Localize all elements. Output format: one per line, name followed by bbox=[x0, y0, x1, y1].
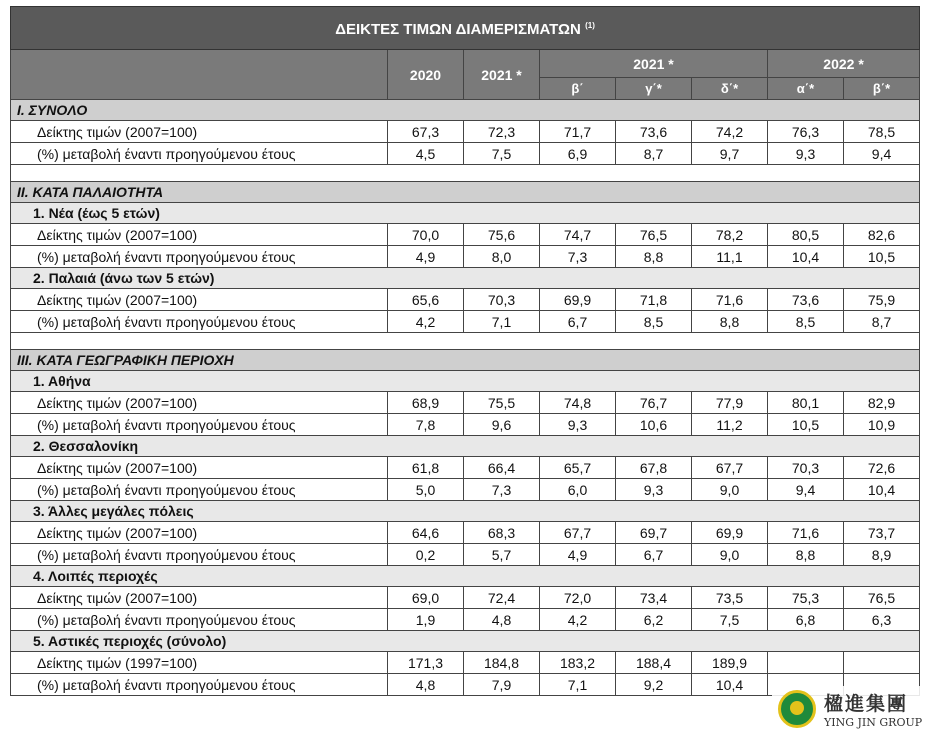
table-row bbox=[11, 143, 920, 165]
value-cell: 76,7 bbox=[616, 392, 692, 414]
value-cell: 11,1 bbox=[692, 246, 768, 268]
subsection-header-row bbox=[11, 371, 920, 392]
value-cell: 61,8 bbox=[388, 457, 464, 479]
value-cell: 6,7 bbox=[540, 311, 616, 333]
value-cell: 69,9 bbox=[540, 289, 616, 311]
row-label: Δείκτης τιμών (2007=100) bbox=[11, 522, 388, 544]
value-cell: 73,4 bbox=[616, 587, 692, 609]
value-cell: 9,0 bbox=[692, 544, 768, 566]
table-row bbox=[11, 609, 920, 631]
table-row bbox=[11, 224, 920, 246]
table-row bbox=[11, 121, 920, 143]
value-cell: 69,9 bbox=[692, 522, 768, 544]
value-cell: 76,3 bbox=[768, 121, 844, 143]
row-label: Δείκτης τιμών (1997=100) bbox=[11, 652, 388, 674]
value-cell: 69,7 bbox=[616, 522, 692, 544]
value-cell: 78,5 bbox=[844, 121, 920, 143]
subsection-header-row bbox=[11, 268, 920, 289]
value-cell: 6,9 bbox=[540, 143, 616, 165]
price-index-table-container bbox=[10, 6, 920, 696]
section-header-row bbox=[11, 350, 920, 371]
header-empty-cell bbox=[11, 50, 388, 100]
value-cell: 76,5 bbox=[844, 587, 920, 609]
value-cell: 7,1 bbox=[464, 311, 540, 333]
value-cell: 6,8 bbox=[768, 609, 844, 631]
value-cell: 71,6 bbox=[692, 289, 768, 311]
subsection-header-row bbox=[11, 203, 920, 224]
value-cell: 8,5 bbox=[768, 311, 844, 333]
row-label: Δείκτης τιμών (2007=100) bbox=[11, 289, 388, 311]
value-cell: 74,7 bbox=[540, 224, 616, 246]
table-row bbox=[11, 289, 920, 311]
table-body bbox=[11, 100, 920, 696]
value-cell: 10,9 bbox=[844, 414, 920, 436]
row-label: (%) μεταβολή έναντι προηγούμενου έτους bbox=[11, 674, 388, 696]
value-cell: 10,5 bbox=[768, 414, 844, 436]
value-cell: 71,8 bbox=[616, 289, 692, 311]
table-title-text: ΔΕΙΚΤΕΣ ΤΙΜΩΝ ΔΙΑΜΕΡΙΣΜΑΤΩΝ bbox=[335, 21, 581, 38]
value-cell: 8,9 bbox=[844, 544, 920, 566]
table-row bbox=[11, 522, 920, 544]
value-cell: 65,7 bbox=[540, 457, 616, 479]
value-cell: 7,9 bbox=[464, 674, 540, 696]
value-cell: 4,8 bbox=[388, 674, 464, 696]
value-cell: 5,7 bbox=[464, 544, 540, 566]
table-row bbox=[11, 414, 920, 436]
value-cell: 73,6 bbox=[768, 289, 844, 311]
value-cell: 7,5 bbox=[692, 609, 768, 631]
value-cell: 75,3 bbox=[768, 587, 844, 609]
value-cell: 183,2 bbox=[540, 652, 616, 674]
value-cell: 11,2 bbox=[692, 414, 768, 436]
value-cell: 7,8 bbox=[388, 414, 464, 436]
value-cell: 1,9 bbox=[388, 609, 464, 631]
value-cell: 73,7 bbox=[844, 522, 920, 544]
value-cell: 76,5 bbox=[616, 224, 692, 246]
row-label: (%) μεταβολή έναντι προηγούμενου έτους bbox=[11, 544, 388, 566]
table-row bbox=[11, 587, 920, 609]
value-cell: 82,6 bbox=[844, 224, 920, 246]
company-name-en: YING JIN GROUP bbox=[824, 716, 923, 729]
value-cell: 75,9 bbox=[844, 289, 920, 311]
section-title: III. ΚΑΤΑ ΓΕΩΓΡΑΦΙΚΗ ΠΕΡΙΟΧΗ bbox=[11, 350, 920, 371]
value-cell: 71,6 bbox=[768, 522, 844, 544]
value-cell: 68,9 bbox=[388, 392, 464, 414]
value-cell: 8,5 bbox=[616, 311, 692, 333]
value-cell: 67,8 bbox=[616, 457, 692, 479]
company-watermark bbox=[772, 686, 932, 736]
value-cell: 72,3 bbox=[464, 121, 540, 143]
row-label: Δείκτης τιμών (2007=100) bbox=[11, 121, 388, 143]
row-label: (%) μεταβολή έναντι προηγούμενου έτους bbox=[11, 311, 388, 333]
table-row bbox=[11, 246, 920, 268]
value-cell: 4,5 bbox=[388, 143, 464, 165]
value-cell bbox=[768, 652, 844, 674]
header-year-2020: 2020 bbox=[388, 50, 464, 100]
table-title bbox=[11, 7, 920, 50]
row-label: Δείκτης τιμών (2007=100) bbox=[11, 457, 388, 479]
value-cell: 69,0 bbox=[388, 587, 464, 609]
value-cell: 8,0 bbox=[464, 246, 540, 268]
row-label: Δείκτης τιμών (2007=100) bbox=[11, 224, 388, 246]
table-title-row bbox=[11, 7, 920, 50]
value-cell: 6,0 bbox=[540, 479, 616, 501]
value-cell bbox=[844, 652, 920, 674]
title-footnote-mark: (1) bbox=[585, 21, 595, 30]
table-row bbox=[11, 479, 920, 501]
header-quarter: β΄* bbox=[844, 78, 920, 100]
value-cell: 65,6 bbox=[388, 289, 464, 311]
subsection-header-row bbox=[11, 566, 920, 587]
row-label: (%) μεταβολή έναντι προηγούμενου έτους bbox=[11, 246, 388, 268]
value-cell: 9,2 bbox=[616, 674, 692, 696]
value-cell: 10,4 bbox=[844, 479, 920, 501]
value-cell: 66,4 bbox=[464, 457, 540, 479]
header-quarter: β΄ bbox=[540, 78, 616, 100]
value-cell: 9,4 bbox=[768, 479, 844, 501]
value-cell: 68,3 bbox=[464, 522, 540, 544]
value-cell: 72,4 bbox=[464, 587, 540, 609]
header-year-2021: 2021 * bbox=[464, 50, 540, 100]
section-header-row bbox=[11, 182, 920, 203]
value-cell: 71,7 bbox=[540, 121, 616, 143]
value-cell: 5,0 bbox=[388, 479, 464, 501]
value-cell: 9,0 bbox=[692, 479, 768, 501]
header-quarter: α΄* bbox=[768, 78, 844, 100]
value-cell: 7,5 bbox=[464, 143, 540, 165]
value-cell: 75,6 bbox=[464, 224, 540, 246]
subsection-title: 1. Νέα (έως 5 ετών) bbox=[11, 203, 920, 224]
company-seal-icon bbox=[778, 690, 816, 728]
value-cell: 9,6 bbox=[464, 414, 540, 436]
subsection-title: 3. Άλλες μεγάλες πόλεις bbox=[11, 501, 920, 522]
value-cell: 75,5 bbox=[464, 392, 540, 414]
value-cell: 67,3 bbox=[388, 121, 464, 143]
value-cell: 10,4 bbox=[692, 674, 768, 696]
subsection-header-row bbox=[11, 436, 920, 457]
value-cell: 77,9 bbox=[692, 392, 768, 414]
value-cell: 72,6 bbox=[844, 457, 920, 479]
section-header-row bbox=[11, 100, 920, 121]
value-cell: 188,4 bbox=[616, 652, 692, 674]
value-cell: 74,2 bbox=[692, 121, 768, 143]
value-cell: 189,9 bbox=[692, 652, 768, 674]
table-row bbox=[11, 652, 920, 674]
value-cell: 72,0 bbox=[540, 587, 616, 609]
table-row bbox=[11, 392, 920, 414]
value-cell: 171,3 bbox=[388, 652, 464, 674]
subsection-title: 5. Αστικές περιοχές (σύνολο) bbox=[11, 631, 920, 652]
value-cell: 80,5 bbox=[768, 224, 844, 246]
price-index-table bbox=[10, 6, 920, 696]
value-cell: 8,7 bbox=[844, 311, 920, 333]
value-cell: 9,4 bbox=[844, 143, 920, 165]
subsection-header-row bbox=[11, 501, 920, 522]
header-group-2022: 2022 * bbox=[768, 50, 920, 78]
value-cell: 6,7 bbox=[616, 544, 692, 566]
value-cell: 7,1 bbox=[540, 674, 616, 696]
value-cell: 7,3 bbox=[464, 479, 540, 501]
value-cell: 6,2 bbox=[616, 609, 692, 631]
value-cell: 9,3 bbox=[540, 414, 616, 436]
value-cell: 73,5 bbox=[692, 587, 768, 609]
value-cell: 82,9 bbox=[844, 392, 920, 414]
value-cell: 8,8 bbox=[616, 246, 692, 268]
table-row bbox=[11, 544, 920, 566]
value-cell: 9,3 bbox=[768, 143, 844, 165]
section-spacer bbox=[11, 165, 920, 182]
value-cell: 8,8 bbox=[768, 544, 844, 566]
value-cell: 4,2 bbox=[388, 311, 464, 333]
value-cell: 70,3 bbox=[464, 289, 540, 311]
spacer-cell bbox=[11, 165, 920, 182]
value-cell: 67,7 bbox=[692, 457, 768, 479]
value-cell: 4,9 bbox=[388, 246, 464, 268]
header-quarter: δ΄* bbox=[692, 78, 768, 100]
subsection-header-row bbox=[11, 631, 920, 652]
row-label: (%) μεταβολή έναντι προηγούμενου έτους bbox=[11, 479, 388, 501]
value-cell: 73,6 bbox=[616, 121, 692, 143]
value-cell: 10,6 bbox=[616, 414, 692, 436]
section-spacer bbox=[11, 333, 920, 350]
value-cell: 74,8 bbox=[540, 392, 616, 414]
value-cell: 0,2 bbox=[388, 544, 464, 566]
value-cell: 8,7 bbox=[616, 143, 692, 165]
row-label: Δείκτης τιμών (2007=100) bbox=[11, 587, 388, 609]
value-cell: 10,4 bbox=[768, 246, 844, 268]
value-cell: 70,0 bbox=[388, 224, 464, 246]
value-cell: 7,3 bbox=[540, 246, 616, 268]
value-cell: 9,7 bbox=[692, 143, 768, 165]
value-cell: 64,6 bbox=[388, 522, 464, 544]
row-label: Δείκτης τιμών (2007=100) bbox=[11, 392, 388, 414]
value-cell: 67,7 bbox=[540, 522, 616, 544]
row-label: (%) μεταβολή έναντι προηγούμενου έτους bbox=[11, 143, 388, 165]
company-name-cn: 楹進集團 bbox=[824, 693, 909, 715]
header-quarter: γ΄* bbox=[616, 78, 692, 100]
row-label: (%) μεταβολή έναντι προηγούμενου έτους bbox=[11, 414, 388, 436]
subsection-title: 2. Θεσσαλονίκη bbox=[11, 436, 920, 457]
subsection-title: 4. Λοιπές περιοχές bbox=[11, 566, 920, 587]
table-row bbox=[11, 457, 920, 479]
value-cell: 10,5 bbox=[844, 246, 920, 268]
section-title: II. ΚΑΤΑ ΠΑΛΑΙΟΤΗΤΑ bbox=[11, 182, 920, 203]
value-cell: 78,2 bbox=[692, 224, 768, 246]
value-cell: 70,3 bbox=[768, 457, 844, 479]
spacer-cell bbox=[11, 333, 920, 350]
value-cell: 4,9 bbox=[540, 544, 616, 566]
subsection-title: 2. Παλαιά (άνω των 5 ετών) bbox=[11, 268, 920, 289]
row-label: (%) μεταβολή έναντι προηγούμενου έτους bbox=[11, 609, 388, 631]
header-row-years bbox=[11, 50, 920, 78]
value-cell: 80,1 bbox=[768, 392, 844, 414]
value-cell: 6,3 bbox=[844, 609, 920, 631]
subsection-title: 1. Αθήνα bbox=[11, 371, 920, 392]
header-group-2021: 2021 * bbox=[540, 50, 768, 78]
value-cell: 9,3 bbox=[616, 479, 692, 501]
value-cell: 4,8 bbox=[464, 609, 540, 631]
value-cell: 184,8 bbox=[464, 652, 540, 674]
section-title: I. ΣΥΝΟΛΟ bbox=[11, 100, 920, 121]
table-row bbox=[11, 311, 920, 333]
value-cell: 4,2 bbox=[540, 609, 616, 631]
value-cell: 8,8 bbox=[692, 311, 768, 333]
